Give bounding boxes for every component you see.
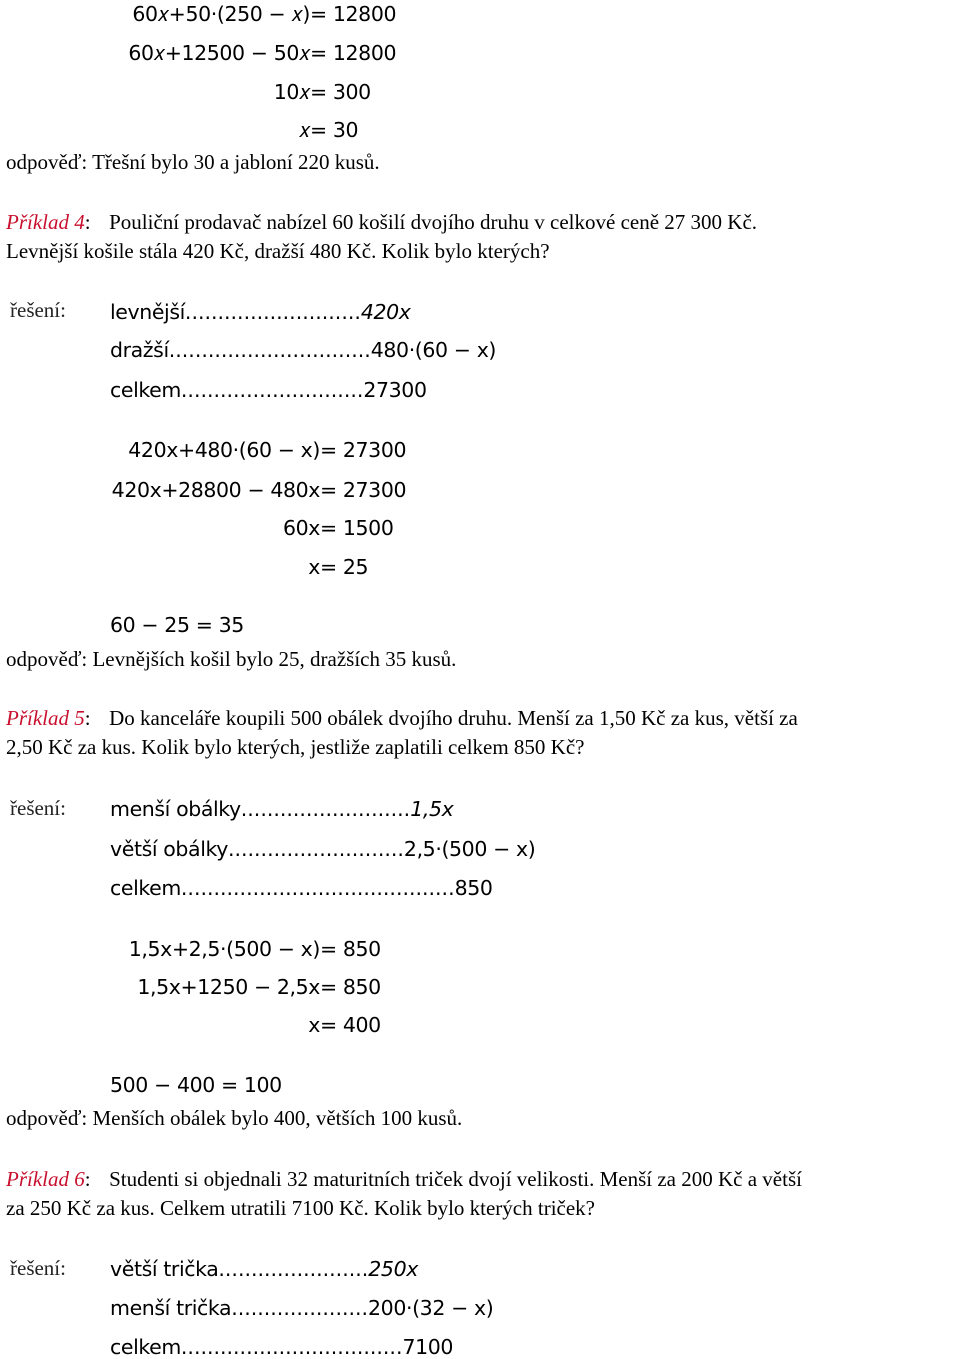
example-4-text: Pouliční prodavač nabízel 60 košilí dvojího druhu v celkové ceně 27 300 Kč. xyxy=(109,210,758,234)
example-6-colon: : xyxy=(84,1167,91,1191)
definition-line xyxy=(110,797,453,821)
definition-line xyxy=(110,300,411,324)
example-5-label: Příklad 5 xyxy=(6,706,85,730)
equation-line xyxy=(110,41,396,66)
definition-expr: 7100 xyxy=(402,1335,454,1359)
equation-lhs: 1,5x+2,5·(500 − x) xyxy=(128,937,320,961)
definition-line xyxy=(110,1257,418,1281)
definition-name: větší obálky xyxy=(110,837,228,861)
equation-lhs: 60𝑥+50·(250 − 𝑥) xyxy=(132,2,310,26)
definition-dots: ....................... xyxy=(218,1257,369,1281)
definition-name: menší obálky xyxy=(110,797,241,821)
equation-lhs: 420x+480·(60 − x) xyxy=(128,438,320,462)
equation-line xyxy=(110,937,381,961)
equation-lhs: 60x xyxy=(282,516,320,540)
equation-rhs: = 850 xyxy=(320,937,381,961)
example-5-colon: : xyxy=(84,706,91,730)
definition-expr: 1,5x xyxy=(410,797,454,821)
definition-line xyxy=(110,378,427,402)
solution-label: řešení: xyxy=(10,298,66,322)
equation-lhs: 1,5x+1250 − 2,5x xyxy=(137,975,320,999)
equation-lhs: x xyxy=(308,1013,320,1037)
answer-line xyxy=(6,148,380,176)
definition-dots: ........................... xyxy=(227,837,404,861)
example-6-line-1 xyxy=(6,1165,802,1193)
equation-rhs: = 300 xyxy=(310,80,371,104)
equation-rhs: = 27300 xyxy=(320,478,407,502)
equation-line xyxy=(110,478,406,502)
answer-text: Třešní bylo 30 a jabloní 220 kusů. xyxy=(92,150,380,174)
example-5-line-2 xyxy=(6,733,584,761)
definition-name: dražší xyxy=(110,338,169,362)
equation-line xyxy=(110,555,368,579)
equation-lhs: x xyxy=(308,555,320,579)
definition-dots: ........................... xyxy=(184,300,361,324)
example-4-line-2 xyxy=(6,237,550,265)
answer-line xyxy=(6,645,456,673)
answer-label: odpověď: xyxy=(6,150,88,174)
solution-label: řešení: xyxy=(10,796,66,820)
definition-line xyxy=(110,1335,453,1359)
equation-rhs: = 30 xyxy=(310,118,359,142)
equation-lhs: 𝑥 xyxy=(298,118,310,142)
solution-label: řešení: xyxy=(10,1256,66,1280)
definition-name: větší trička xyxy=(110,1257,219,1281)
definition-name: menší trička xyxy=(110,1296,232,1320)
definition-line xyxy=(110,1296,493,1320)
definition-dots: .......................... xyxy=(240,797,411,821)
equation-rhs: = 12800 xyxy=(310,41,397,65)
definition-expr: 2,5·(500 − x) xyxy=(403,837,536,861)
equation-rhs: = 1500 xyxy=(320,516,394,540)
example-6-text: Studenti si objednali 32 maturitních triček dvojí velikosti. Menší za 200 Kč a větší xyxy=(109,1167,802,1191)
answer-text: Levnějších košil bylo 25, dražších 35 kusů. xyxy=(92,647,457,671)
calculation-line: 500 − 400 = 100 xyxy=(110,1073,282,1097)
definition-dots: ............................... xyxy=(168,338,371,362)
definition-line xyxy=(110,876,493,900)
definition-name: celkem xyxy=(110,1335,181,1359)
equation-line xyxy=(110,80,371,105)
equation-lhs: 420x+28800 − 480x xyxy=(111,478,320,502)
definition-line xyxy=(110,338,496,362)
example-5-line-1 xyxy=(6,704,798,732)
example-6-line-2 xyxy=(6,1194,595,1222)
definition-expr: 27300 xyxy=(363,378,427,402)
example-6-text-2: za 250 Kč za kus. Celkem utratili 7100 Kč. Kolik bylo kterých triček? xyxy=(6,1196,595,1220)
example-5-text-2: 2,50 Kč za kus. Kolik bylo kterých, jestliže zaplatili celkem 850 Kč? xyxy=(6,735,585,759)
example-4-text-2: Levnější košile stála 420 Kč, dražší 480 Kč. Kolik bylo kterých? xyxy=(6,239,550,263)
answer-text: Menších obálek bylo 400, větších 100 kusů. xyxy=(92,1106,463,1130)
definition-expr: 200·(32 − x) xyxy=(368,1296,494,1320)
definition-expr: 420x xyxy=(360,300,411,324)
equation-line xyxy=(110,2,396,27)
definition-expr: 850 xyxy=(454,876,493,900)
equation-rhs: = 27300 xyxy=(320,438,407,462)
equation-line xyxy=(110,1013,381,1037)
definition-line xyxy=(110,837,535,861)
definition-name: celkem xyxy=(110,378,181,402)
equation-lhs: 10𝑥 xyxy=(273,80,310,104)
answer-label: odpověď: xyxy=(6,1106,88,1130)
definition-dots: ..................... xyxy=(231,1296,369,1320)
definition-dots: .................................. xyxy=(180,1335,403,1359)
equation-line xyxy=(110,118,358,143)
answer-line xyxy=(6,1104,462,1132)
equation-lhs: 60𝑥+12500 − 50𝑥 xyxy=(128,41,310,65)
definition-dots: .......................................... xyxy=(180,876,455,900)
example-4-label: Příklad 4 xyxy=(6,210,85,234)
example-4-line-1 xyxy=(6,208,757,236)
definition-expr: 480·(60 − x) xyxy=(370,338,497,362)
equation-line xyxy=(110,516,393,540)
definition-name: levnější xyxy=(110,300,185,324)
example-4-colon: : xyxy=(84,210,91,234)
calculation-line: 60 − 25 = 35 xyxy=(110,613,244,637)
example-5-text: Do kanceláře koupili 500 obálek dvojího druhu. Menší za 1,50 Kč za kus, větší za xyxy=(109,706,798,730)
definition-dots: ............................ xyxy=(180,378,364,402)
equation-rhs: = 400 xyxy=(320,1013,381,1037)
equation-line xyxy=(110,438,406,462)
equation-line xyxy=(110,975,381,999)
example-6-label: Příklad 6 xyxy=(6,1167,85,1191)
equation-rhs: = 12800 xyxy=(310,2,397,26)
definition-expr: 250x xyxy=(368,1257,418,1281)
equation-rhs: = 850 xyxy=(320,975,381,999)
definition-name: celkem xyxy=(110,876,181,900)
equation-rhs: = 25 xyxy=(320,555,369,579)
answer-label: odpověď: xyxy=(6,647,88,671)
